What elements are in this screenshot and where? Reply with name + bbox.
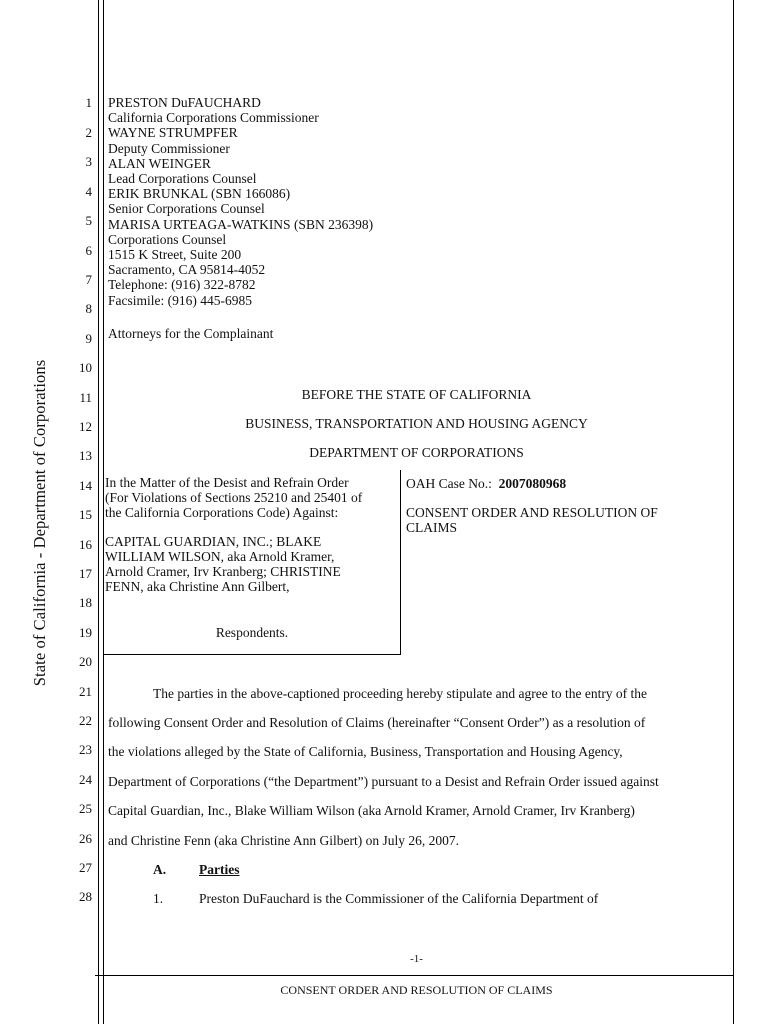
line-number: 20: [79, 654, 92, 669]
body-line: and Christine Fenn (aka Christine Ann Gilbert) on July 26, 2007.: [108, 833, 459, 848]
case-number: 2007080968: [498, 476, 567, 491]
line-number: 7: [85, 272, 92, 287]
header-line: ERIK BRUNKAL (SBN 166086): [108, 186, 291, 202]
section-letter: A.: [153, 862, 167, 877]
header-line: Senior Corporations Counsel: [108, 201, 265, 217]
line-number: 18: [79, 595, 92, 610]
line-number: 21: [79, 684, 92, 699]
line-number: 13: [79, 448, 92, 463]
line-number: 16: [79, 537, 92, 552]
line-number: 23: [79, 742, 92, 757]
caption-line: WILLIAM WILSON, aka Arnold Kramer,: [105, 549, 335, 565]
line-number: 1: [85, 95, 92, 110]
line-number: 24: [79, 772, 92, 787]
header-line: Facsimile: (916) 445-6985: [108, 292, 252, 308]
left-margin-rule-inner: [103, 0, 104, 1024]
body-line: Department of Corporations (“the Department”) pursuant to a Desist and Refrain Order issued against: [108, 774, 659, 789]
case-caption: [105, 476, 405, 595]
line-number: 8: [85, 301, 92, 316]
document-title-line: CLAIMS: [406, 520, 458, 535]
right-margin-rule: [733, 0, 734, 1024]
header-line: WAYNE STRUMPFER: [108, 125, 238, 141]
page-number: -1-: [410, 953, 423, 965]
line-number: 19: [79, 625, 92, 640]
caption-line: FENN, aka Christine Ann Gilbert,: [105, 578, 290, 594]
header-line: Telephone: (916) 322-8782: [108, 277, 256, 293]
caption-line: [105, 520, 405, 535]
header-line: ALAN WEINGER: [108, 155, 211, 171]
body-line: the violations alleged by the State of California, Business, Transportation and Housing Agency,: [108, 744, 623, 759]
respondents-label: Respondents.: [215, 625, 289, 640]
line-number: 14: [79, 478, 92, 493]
header-line: PRESTON DuFAUCHARD: [108, 95, 261, 110]
line-number: 22: [79, 713, 92, 728]
header-line: Lead Corporations Counsel: [108, 171, 257, 187]
court-title-line: BEFORE THE STATE OF CALIFORNIA: [301, 387, 532, 402]
header-line: Corporations Counsel: [108, 231, 227, 247]
body-line: The parties in the above-captioned proceeding hereby stipulate and agree to the entry of the: [153, 686, 648, 701]
line-number: 3: [85, 154, 92, 169]
case-label: OAH Case No.:: [406, 476, 492, 491]
header-line: California Corporations Commissioner: [108, 110, 319, 126]
header-line: MARISA URTEAGA-WATKINS (SBN 236398): [108, 216, 374, 232]
caption-line: (For Violations of Sections 25210 and 25401 of: [105, 489, 363, 505]
document-title: [406, 505, 658, 535]
line-number: 5: [85, 213, 92, 228]
header-line: 1515 K Street, Suite 200: [108, 247, 242, 263]
line-number: 12: [79, 419, 92, 434]
line-number: 10: [79, 360, 92, 375]
left-margin-rule: [98, 0, 99, 1024]
side-label: State of California - Department of Corporations: [30, 359, 49, 687]
counsel-header: [108, 95, 373, 308]
section-heading: Parties: [199, 862, 240, 877]
line-number: 4: [85, 184, 92, 199]
line-number: 28: [79, 889, 92, 904]
footer-rule: [95, 975, 733, 976]
caption-line: the California Corporations Code) Against:: [105, 504, 339, 520]
line-number: 9: [85, 331, 92, 346]
line-number: 15: [79, 507, 92, 522]
caption-line: In the Matter of the Desist and Refrain Order: [105, 475, 349, 490]
caption-bottom-rule: [104, 654, 401, 655]
body-line: following Consent Order and Resolution of Claims (hereinafter “Consent Order”) as a resolution of: [108, 715, 646, 730]
line-number: 27: [79, 860, 92, 875]
line-number: 2: [85, 125, 92, 140]
court-title-line: BUSINESS, TRANSPORTATION AND HOUSING AGENCY: [245, 416, 588, 431]
line-number: 6: [85, 243, 92, 258]
document-title-line: CONSENT ORDER AND RESOLUTION OF: [406, 505, 658, 520]
case-number-line: [406, 476, 566, 491]
line-number: 26: [79, 831, 92, 846]
paragraph-number: 1.: [153, 891, 164, 906]
header-line: Sacramento, CA 95814-4052: [108, 262, 266, 278]
footer-title: CONSENT ORDER AND RESOLUTION OF CLAIMS: [280, 983, 553, 997]
caption-line: CAPITAL GUARDIAN, INC.; BLAKE: [105, 534, 322, 550]
paragraph-text: Preston DuFauchard is the Commissioner of the California Department of: [199, 891, 599, 906]
attorneys-for: Attorneys for the Complainant: [108, 326, 274, 341]
caption-line: Arnold Cramer, Irv Kranberg; CHRISTINE: [105, 563, 341, 579]
line-number: 25: [79, 801, 92, 816]
line-number: 17: [79, 566, 92, 581]
header-line: Deputy Commissioner: [108, 140, 230, 156]
court-title-line: DEPARTMENT OF CORPORATIONS: [309, 445, 524, 460]
line-number: 11: [79, 390, 92, 405]
body-line: Capital Guardian, Inc., Blake William Wilson (aka Arnold Kramer, Arnold Cramer, Irv Kranberg): [108, 803, 635, 818]
